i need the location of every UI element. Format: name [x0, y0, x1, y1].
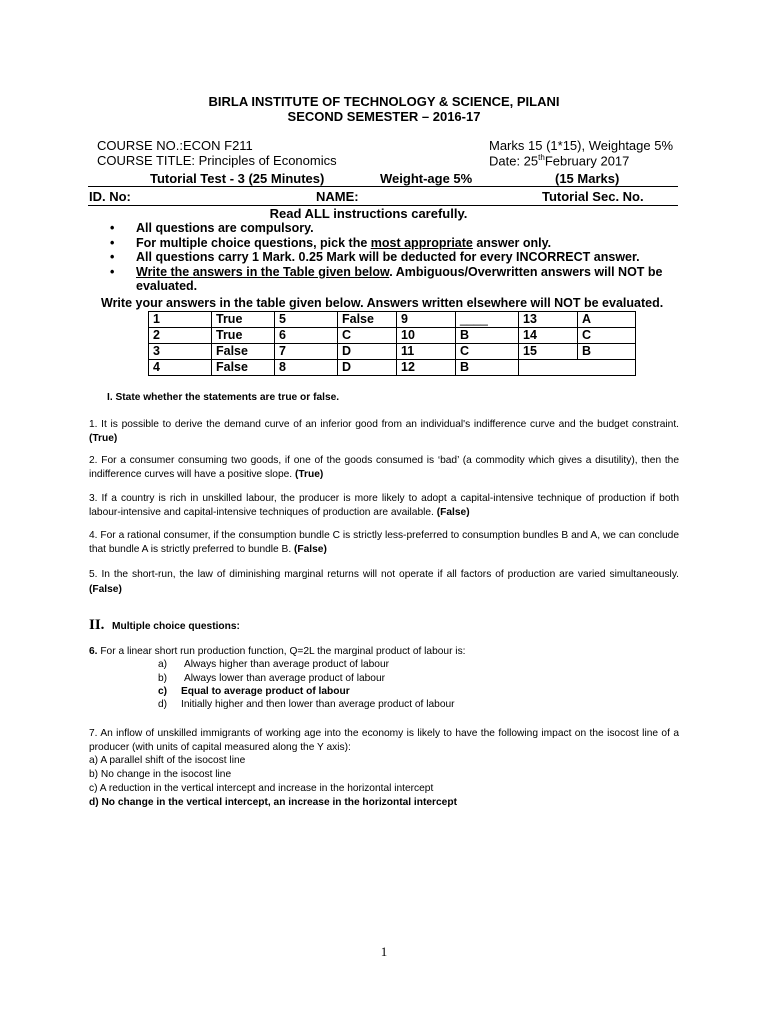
- question-number-cell: 11: [397, 344, 456, 360]
- q6-option-letter: c): [158, 686, 168, 697]
- q6-option-text: Initially higher and then lower than average product of labour: [181, 699, 455, 710]
- question-number-cell: 1: [149, 312, 212, 328]
- question-4: 4. For a rational consumer, if the consumption bundle C is strictly less-preferred to consumption bundles B and A, we can conclude that bundle A is strictly preferred to bundle B. (False): [89, 530, 679, 555]
- test-name: Tutorial Test - 3 (25 Minutes): [150, 171, 325, 186]
- question-number-cell: 5: [275, 312, 338, 328]
- q6-option-letter: b): [158, 673, 168, 684]
- instruction-item: • Write the answers in the Table given below. Ambiguous/Overwritten answers will NOT be evaluated.: [110, 264, 663, 294]
- answer-cell: False: [212, 344, 275, 360]
- q6-option-letter: d): [158, 699, 168, 710]
- institute-title: BIRLA INSTITUTE OF TECHNOLOGY & SCIENCE, PILANI: [208, 94, 560, 109]
- semester-title: SECOND SEMESTER – 2016-17: [287, 109, 481, 124]
- section2-numeral: II.: [89, 617, 105, 633]
- answer-row: [149, 328, 636, 344]
- q6-option-text: Always lower than average product of labour: [184, 673, 386, 684]
- instructions-title: Read ALL instructions carefully.: [269, 206, 468, 221]
- exam-date: Date: 25thFebruary 2017: [489, 153, 630, 169]
- answer-cell: False: [212, 360, 275, 376]
- answer-cell: B: [456, 328, 519, 344]
- q7-option: a) A parallel shift of the isocost line: [89, 755, 246, 766]
- question-1: 1. It is possible to derive the demand curve of an inferior good from an individual's indifference curve and the budget constraint. (True): [89, 419, 679, 444]
- total-marks: (15 Marks): [555, 171, 620, 186]
- question-number-cell: 4: [149, 360, 212, 376]
- q7-option: c) A reduction in the vertical intercept and increase in the horizontal intercept: [89, 783, 434, 794]
- question-number-cell: 6: [275, 328, 338, 344]
- instructions-list: [108, 221, 680, 294]
- question-number-cell: 3: [149, 344, 212, 360]
- answer-cell: ____: [456, 312, 519, 328]
- answer-table: [148, 311, 636, 376]
- answer-cell: D: [338, 344, 397, 360]
- question-number-cell: 10: [397, 328, 456, 344]
- course-number: COURSE NO.:ECON F211: [97, 138, 253, 153]
- question-number-cell: 2: [149, 328, 212, 344]
- question-3: 3. If a country is rich in unskilled labour, the producer is more likely to adopt a capital-intensive technique of production if both labour-intensive and capital-intensive techniques of production are available. (False): [89, 493, 679, 518]
- answer-cell: C: [338, 328, 397, 344]
- answer-cell: B: [456, 360, 519, 376]
- answer-cell: A: [578, 312, 636, 328]
- q6-option-text: Equal to average product of labour: [181, 686, 350, 697]
- table-note: Write your answers in the table given below. Answers written elsewhere will NOT be evaluated.: [101, 296, 664, 310]
- id-label: ID. No:: [89, 189, 131, 204]
- answer-cell: C: [456, 344, 519, 360]
- instruction-item: • All questions carry 1 Mark. 0.25 Mark will be deducted for every INCORRECT answer.: [110, 250, 640, 265]
- question-6: 6. For a linear short run production function, Q=2L the marginal product of labour is:: [89, 646, 466, 657]
- answer-row: [149, 360, 636, 376]
- question-5: 5. In the short-run, the law of diminishing marginal returns will not operate if all factors of production are varied simultaneously. (False): [89, 569, 679, 595]
- question-2: 2. For a consumer consuming two goods, if one of the goods consumed is ‘bad’ (a commodity which gives a disutility), then the indifference curves will have a positive slope. (True): [89, 455, 679, 480]
- question-7: 7. An inflow of unskilled immigrants of working age into the economy is likely to have the following impact on the isocost line of a producer (with units of capital measured along the Y axis):: [89, 728, 679, 753]
- q7-option: d) No change in the vertical intercept, an increase in the horizontal intercept: [89, 797, 457, 808]
- answer-cell: D: [338, 360, 397, 376]
- name-label: NAME:: [316, 189, 359, 204]
- q7-option: b) No change in the isocost line: [89, 769, 232, 780]
- course-title: COURSE TITLE: Principles of Economics: [97, 153, 337, 168]
- question-number-cell: 12: [397, 360, 456, 376]
- question-number-cell: 14: [519, 328, 578, 344]
- question-number-cell: 8: [275, 360, 338, 376]
- question-number-cell: 7: [275, 344, 338, 360]
- marks-info: Marks 15 (1*15), Weightage 5%: [489, 138, 674, 153]
- section1-title: I. State whether the statements are true or false.: [107, 392, 340, 403]
- weightage: Weight-age 5%: [380, 171, 473, 186]
- section2-title: Multiple choice questions:: [112, 621, 240, 632]
- instruction-item: • All questions are compulsory.: [110, 221, 314, 235]
- answer-row: [149, 312, 636, 328]
- question-number-cell: 9: [397, 312, 456, 328]
- empty-cell: [519, 360, 636, 376]
- instruction-item: • For multiple choice questions, pick the most appropriate answer only.: [110, 235, 552, 250]
- question-number-cell: 15: [519, 344, 578, 360]
- answer-cell: C: [578, 328, 636, 344]
- answer-cell: False: [338, 312, 397, 328]
- answer-cell: B: [578, 344, 636, 360]
- answer-cell: True: [212, 312, 275, 328]
- section-label: Tutorial Sec. No.: [542, 189, 644, 204]
- answer-cell: True: [212, 328, 275, 344]
- divider: [88, 186, 678, 187]
- question-number-cell: 13: [519, 312, 578, 328]
- q6-option-letter: a): [158, 659, 168, 670]
- page-number: 1: [380, 944, 388, 959]
- q6-option-text: Always higher than average product of labour: [184, 659, 390, 670]
- answer-row: [149, 344, 636, 360]
